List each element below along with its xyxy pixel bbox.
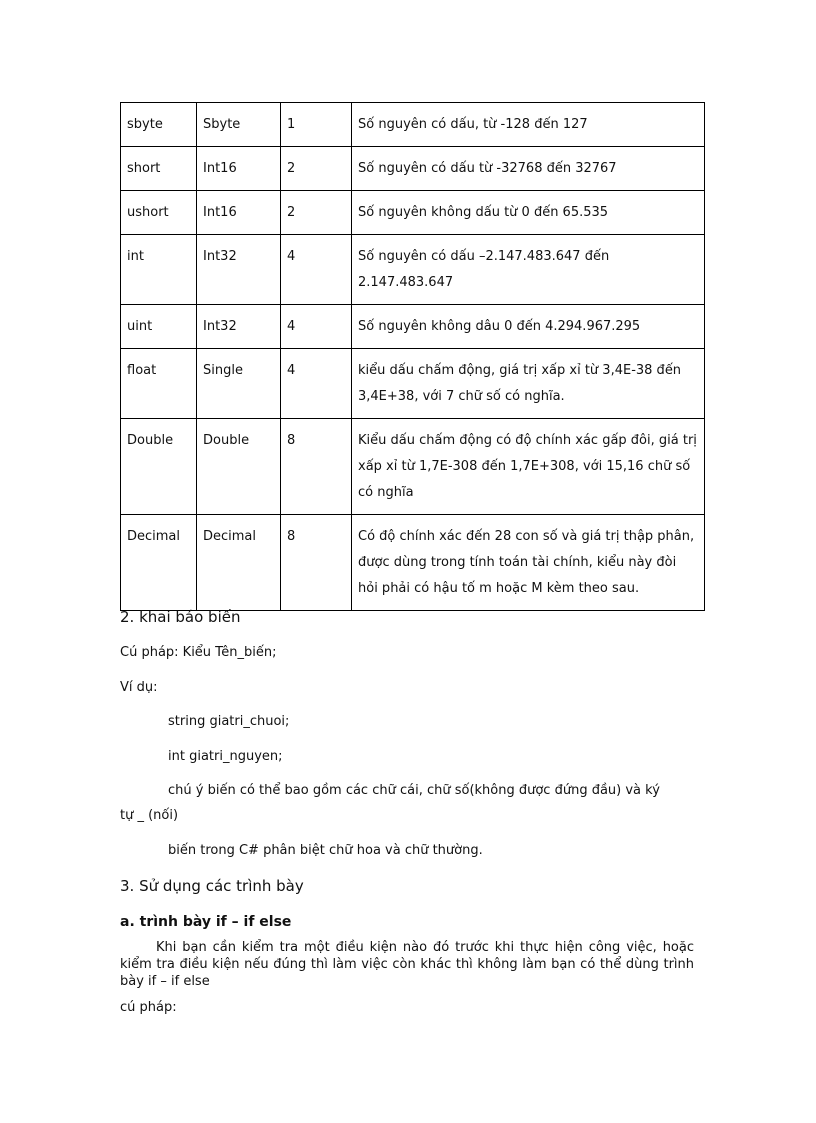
dotnet-type-cell: Int32 bbox=[197, 235, 281, 305]
description-cell: Số nguyên có dấu từ -32768 đến 32767 bbox=[352, 147, 705, 191]
csharp-type-cell: Decimal bbox=[121, 515, 197, 611]
csharp-type-cell: Double bbox=[121, 419, 197, 515]
data-types-table bbox=[120, 102, 705, 611]
dotnet-type-cell: Int32 bbox=[197, 305, 281, 349]
subsection-a-heading: a. trình bày if – if else bbox=[120, 914, 292, 930]
note-naming-rules: chú ý biến có thể bao gồm các chữ cái, chữ số(không được đứng đầu) và ký bbox=[168, 783, 660, 798]
syntax-line: Cú pháp: Kiểu Tên_biến; bbox=[120, 645, 277, 660]
description-cell: Số nguyên không dấu từ 0 đến 65.535 bbox=[352, 191, 705, 235]
description-cell: Số nguyên có dấu, từ -128 đến 127 bbox=[352, 103, 705, 147]
table-row bbox=[121, 235, 705, 305]
dotnet-type-cell: Sbyte bbox=[197, 103, 281, 147]
dotnet-type-cell: Double bbox=[197, 419, 281, 515]
size-cell: 8 bbox=[281, 419, 352, 515]
table-row bbox=[121, 305, 705, 349]
size-cell: 1 bbox=[281, 103, 352, 147]
size-cell: 4 bbox=[281, 305, 352, 349]
size-cell: 2 bbox=[281, 191, 352, 235]
dotnet-type-cell: Int16 bbox=[197, 191, 281, 235]
table-row bbox=[121, 515, 705, 611]
description-cell: Số nguyên có dấu –2.147.483.647 đến 2.147.483.647 bbox=[352, 235, 705, 305]
if-else-paragraph: Khi bạn cần kiểm tra một điều kiện nào đó trước khi thực hiện công việc, hoặc kiểm tra điều kiện nếu đúng thì làm việc còn khác thì không làm bạn có thể dùng trình bày if – if else bbox=[120, 940, 694, 989]
description-cell: Số nguyên không dâu 0 đến 4.294.967.295 bbox=[352, 305, 705, 349]
table-row bbox=[121, 147, 705, 191]
code-example-string: string giatri_chuoi; bbox=[168, 714, 290, 729]
section-3-heading: 3. Sử dụng các trình bày bbox=[120, 877, 304, 895]
description-cell: Kiểu dấu chấm động có độ chính xác gấp đôi, giá trị xấp xỉ từ 1,7E-308 đến 1,7E+308, với 15,16 chữ số có nghĩa bbox=[352, 419, 705, 515]
note-case-sensitive: biến trong C# phân biệt chữ hoa và chữ thường. bbox=[168, 843, 483, 858]
csharp-type-cell: sbyte bbox=[121, 103, 197, 147]
table-row bbox=[121, 103, 705, 147]
note-naming-rules-cont: tự _ (nối) bbox=[120, 808, 179, 823]
size-cell: 8 bbox=[281, 515, 352, 611]
example-label: Ví dụ: bbox=[120, 680, 158, 695]
dotnet-type-cell: Int16 bbox=[197, 147, 281, 191]
csharp-type-cell: float bbox=[121, 349, 197, 419]
section-2-heading: 2. khai báo biến bbox=[120, 608, 241, 626]
csharp-type-cell: uint bbox=[121, 305, 197, 349]
size-cell: 2 bbox=[281, 147, 352, 191]
size-cell: 4 bbox=[281, 235, 352, 305]
size-cell: 4 bbox=[281, 349, 352, 419]
syntax-label: cú pháp: bbox=[120, 1000, 177, 1015]
csharp-type-cell: short bbox=[121, 147, 197, 191]
table-row bbox=[121, 191, 705, 235]
dotnet-type-cell: Decimal bbox=[197, 515, 281, 611]
csharp-type-cell: ushort bbox=[121, 191, 197, 235]
csharp-type-cell: int bbox=[121, 235, 197, 305]
code-example-int: int giatri_nguyen; bbox=[168, 749, 283, 764]
table-row bbox=[121, 349, 705, 419]
description-cell: kiểu dấu chấm động, giá trị xấp xỉ từ 3,4E-38 đến 3,4E+38, với 7 chữ số có nghĩa. bbox=[352, 349, 705, 419]
dotnet-type-cell: Single bbox=[197, 349, 281, 419]
table-row bbox=[121, 419, 705, 515]
description-cell: Có độ chính xác đến 28 con số và giá trị thập phân, được dùng trong tính toán tài chính, kiểu này đòi hỏi phải có hậu tố m hoặc M kèm theo sau. bbox=[352, 515, 705, 611]
